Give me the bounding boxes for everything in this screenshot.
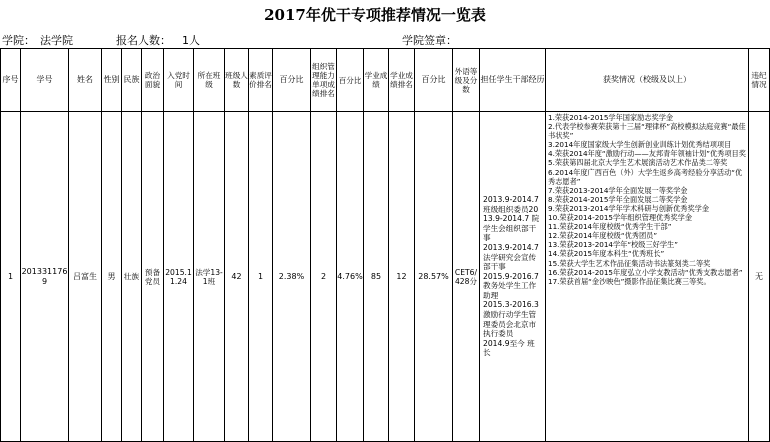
header-mgmt-rank: 组织管理能力单项成绩排名 [311,49,337,112]
award-item: 5.荣获第四届北京大学生艺术展演活动艺术作品类二等奖 [548,158,728,168]
cell-experience [480,112,546,442]
award-item: 1.荣获2014-2015学年国家励志奖学金 [548,113,674,122]
cell-mgmt-rank: 2 [311,112,337,442]
cell-gpa-pct: 28.57% [415,112,453,442]
header-ethnicity: 民族 [122,49,142,112]
award-item: 8.荣获2014-2015学年全面发展二等奖学金 [548,194,688,204]
header-gender: 性别 [102,49,122,112]
cell-seq: 1 [1,112,21,442]
cell-gpa-rank: 12 [389,112,415,442]
college-label: 学院： [2,34,35,47]
award-item: 13.荣获2013-2014学年“校级三好学生” [548,240,678,250]
award-item: 11.荣获2014年度校级“优秀学生干部” [548,222,672,232]
award-item: 17.荣获首届“金沙映色”摄影作品征集比赛三等奖。 [548,276,711,286]
header-gpa-pct: 百分比 [415,49,453,112]
cell-lang: CET6/428分 [453,112,480,442]
cell-student-id: 2013311769 [21,112,69,442]
header-political: 政治面貌 [142,49,164,112]
header-party-date: 入党时间 [164,49,194,112]
header-awards: 获奖情况（校级及以上） [546,49,749,112]
header-seq: 序号 [1,49,21,112]
info-bar [0,30,750,48]
cell-gender: 男 [102,112,122,442]
experience-line: 2013.9-2014.7 法学研究会宣传部干事 [483,242,539,272]
award-item: 6.2014年度广西百色（外）大学生返乡高考经验分享活动“优秀志愿者” [548,167,743,186]
award-item: 7.荣获2013-2014学年全面发展一等奖学金 [548,185,688,195]
award-item: 2.代表学校参赛荣获第十三届“理律杯”高校模拟法庭竞赛“最佳书状奖” [548,122,746,141]
experience-line: 2014.9至今 班长 [483,338,535,358]
cell-class: 法学13-1班 [194,112,225,442]
cell-political: 预备党员 [142,112,164,442]
cell-mgmt-pct: 4.76% [337,112,364,442]
header-lang: 外语等级及分数 [453,49,480,112]
header-quality-rank: 素质评价排名 [249,49,273,112]
cell-party-date: 2015.11.24 [164,112,194,442]
table-row [1,112,770,442]
header-gpa-rank: 学业成绩排名 [389,49,415,112]
sign-label: 学院签章： [402,34,457,47]
count-value: 1人 [182,34,200,47]
count-label: 报名人数： [116,34,171,47]
recommendation-table [0,48,770,442]
award-item: 3.2014年度国家级大学生创新创业训练计划优秀结项项目 [548,140,732,150]
header-experience: 担任学生干部经历 [480,49,546,112]
award-item: 15.荣获大学生艺术作品征集活动书法篆刻类二等奖 [548,258,711,268]
award-item: 9.荣获2013-2014学年学术科研与创新优秀奖学金 [548,203,710,213]
header-mgmt-pct: 百分比 [337,49,364,112]
header-student-id: 学号 [21,49,69,112]
cell-class-size: 42 [225,112,249,442]
sheet-title: 2017年优干专项推荐情况一览表 [264,6,486,24]
cell-quality-pct: 2.38% [273,112,311,442]
header-name: 姓名 [69,49,102,112]
award-item: 4.荣获2014年度“激励行动——友邦青年领袖计划”优秀项目奖 [548,149,746,159]
cell-name: 吕富生 [69,112,102,442]
header-row [1,49,770,112]
college-value: 法学院 [40,34,73,47]
award-item: 14.荣获2015年度本科生“优秀班长” [548,249,665,259]
cell-quality-rank: 1 [249,112,273,442]
experience-line: 2013.9-2014.7 班级组织委员2013.9-2014.7 院学生会组织部干事 [483,194,540,243]
experience-line: 2015.9-2016.7 教务处学生工作助理 [483,271,539,300]
award-item: 12.荣获2014年度校级“优秀团员” [548,231,658,241]
experience-line: 2015.3-2016.3 激励行动学生管理委员会北京市执行委员 [483,300,539,339]
cell-discipline: 无 [749,112,770,442]
award-item: 10.荣获2014-2015学年组织管理优秀奖学金 [548,213,693,223]
header-gpa: 学业成绩 [364,49,389,112]
header-discipline: 违纪情况 [749,49,770,112]
header-quality-pct: 百分比 [273,49,311,112]
award-item: 16.荣获2014-2015年度弘立小学支教活动“优秀支教志愿者” [548,267,743,277]
cell-gpa: 85 [364,112,389,442]
header-class: 所在班级 [194,49,225,112]
header-class-size: 班级人数 [225,49,249,112]
cell-ethnicity: 壮族 [122,112,142,442]
cell-awards [546,112,749,442]
